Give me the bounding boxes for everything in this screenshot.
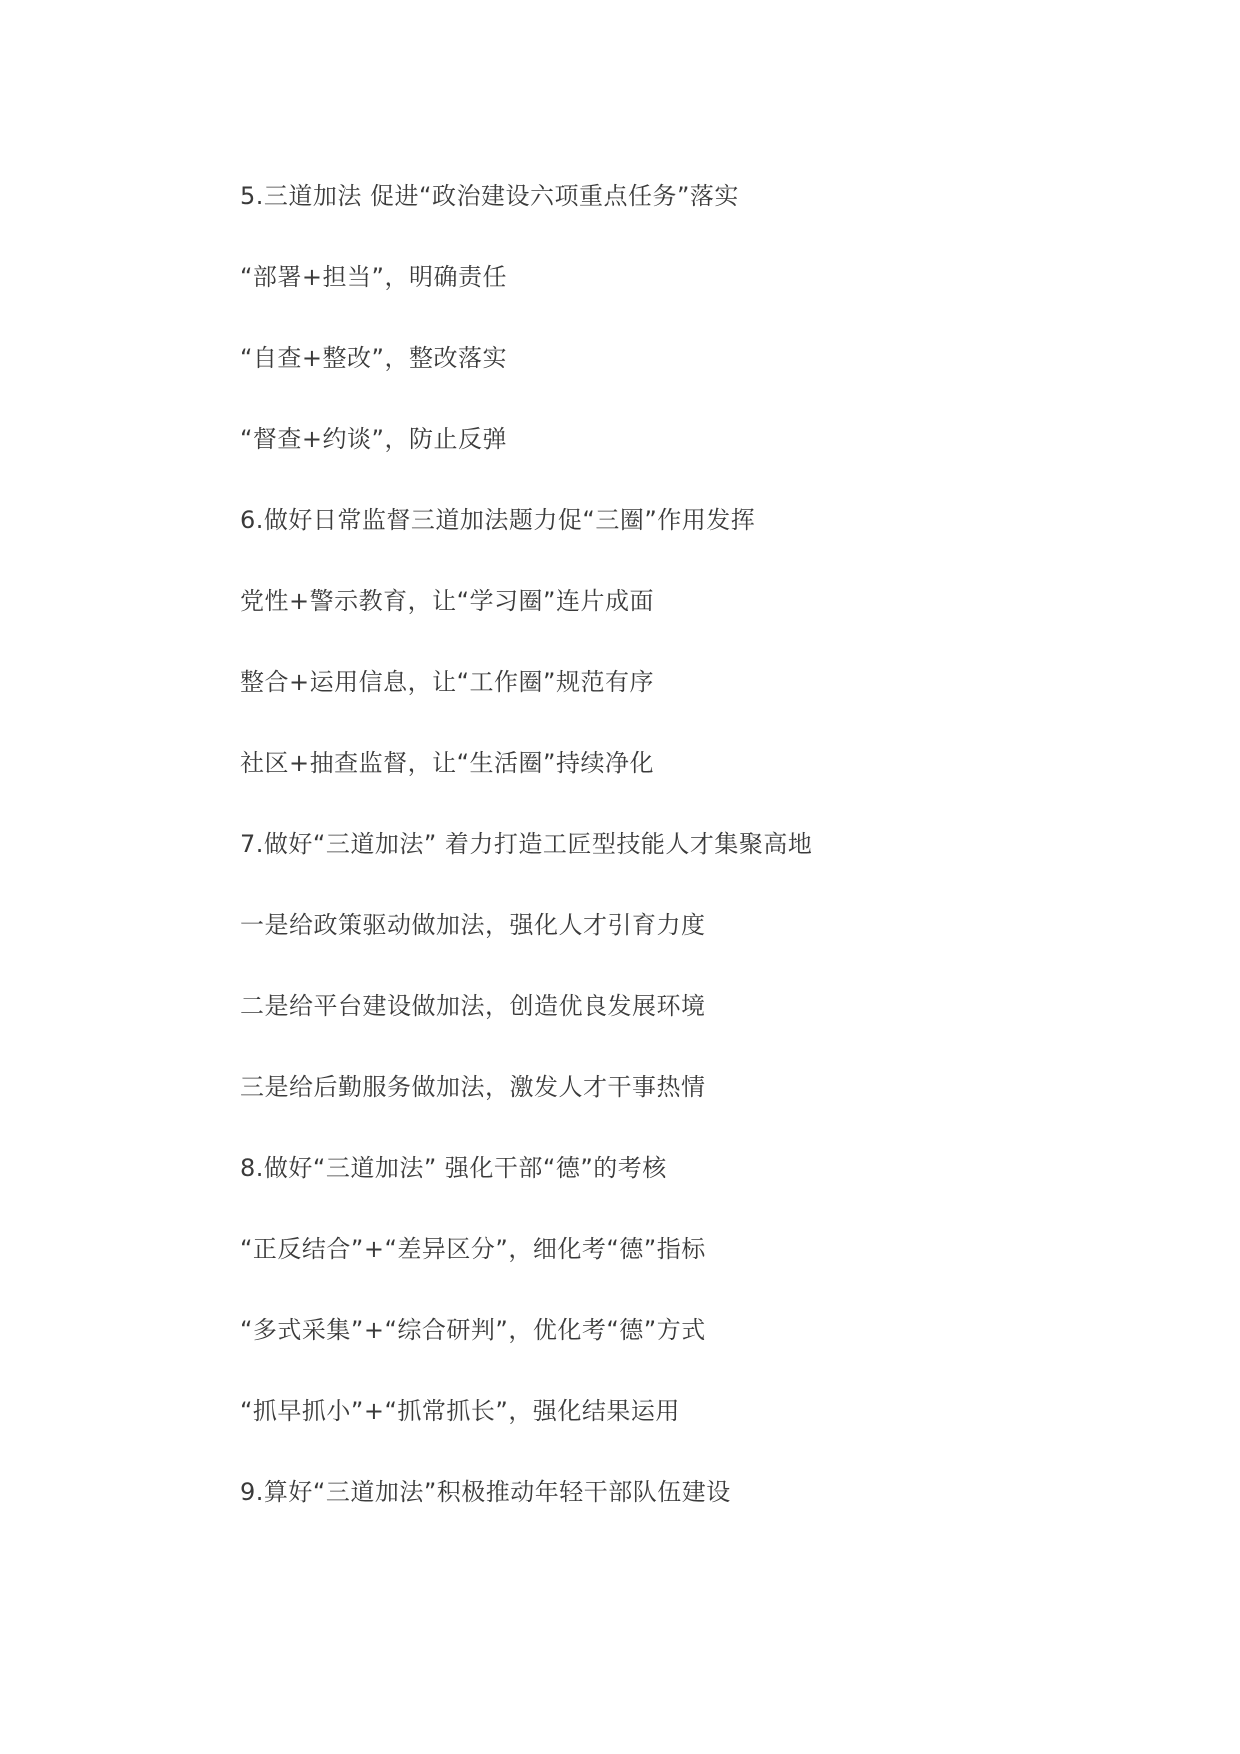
text-line: “多式采集”+“综合研判”，优化考“德”方式 xyxy=(240,1316,706,1344)
text-line: “督查+约谈”，防止反弹 xyxy=(240,425,507,453)
heading-line-6: 6.做好日常监督三道加法题力促“三圈”作用发挥 xyxy=(240,506,756,534)
text-line: 党性+警示教育，让“学习圈”连片成面 xyxy=(240,587,654,615)
text-line: “部署+担当”，明确责任 xyxy=(240,263,507,291)
heading-line-9: 9.算好“三道加法”积极推动年轻干部队伍建设 xyxy=(240,1478,731,1506)
heading-line-8: 8.做好“三道加法” 强化干部“德”的考核 xyxy=(240,1154,667,1182)
text-lines xyxy=(240,176,1140,1553)
text-line: 社区+抽查监督，让“生活圈”持续净化 xyxy=(240,749,654,777)
text-line: 整合+运用信息，让“工作圈”规范有序 xyxy=(240,668,654,696)
text-line: “正反结合”+“差异区分”，细化考“德”指标 xyxy=(240,1235,706,1263)
heading-line-5: 5.三道加法 促进“政治建设六项重点任务”落实 xyxy=(240,182,739,210)
text-line: “抓早抓小”+“抓常抓长”，强化结果运用 xyxy=(240,1397,680,1425)
text-line: 一是给政策驱动做加法，强化人才引育力度 xyxy=(240,911,706,939)
text-line: “自查+整改”，整改落实 xyxy=(240,344,507,372)
heading-line-7: 7.做好“三道加法” 着力打造工匠型技能人才集聚高地 xyxy=(240,830,813,858)
text-line: 三是给后勤服务做加法，激发人才干事热情 xyxy=(240,1073,706,1101)
text-line: 二是给平台建设做加法，创造优良发展环境 xyxy=(240,992,706,1020)
